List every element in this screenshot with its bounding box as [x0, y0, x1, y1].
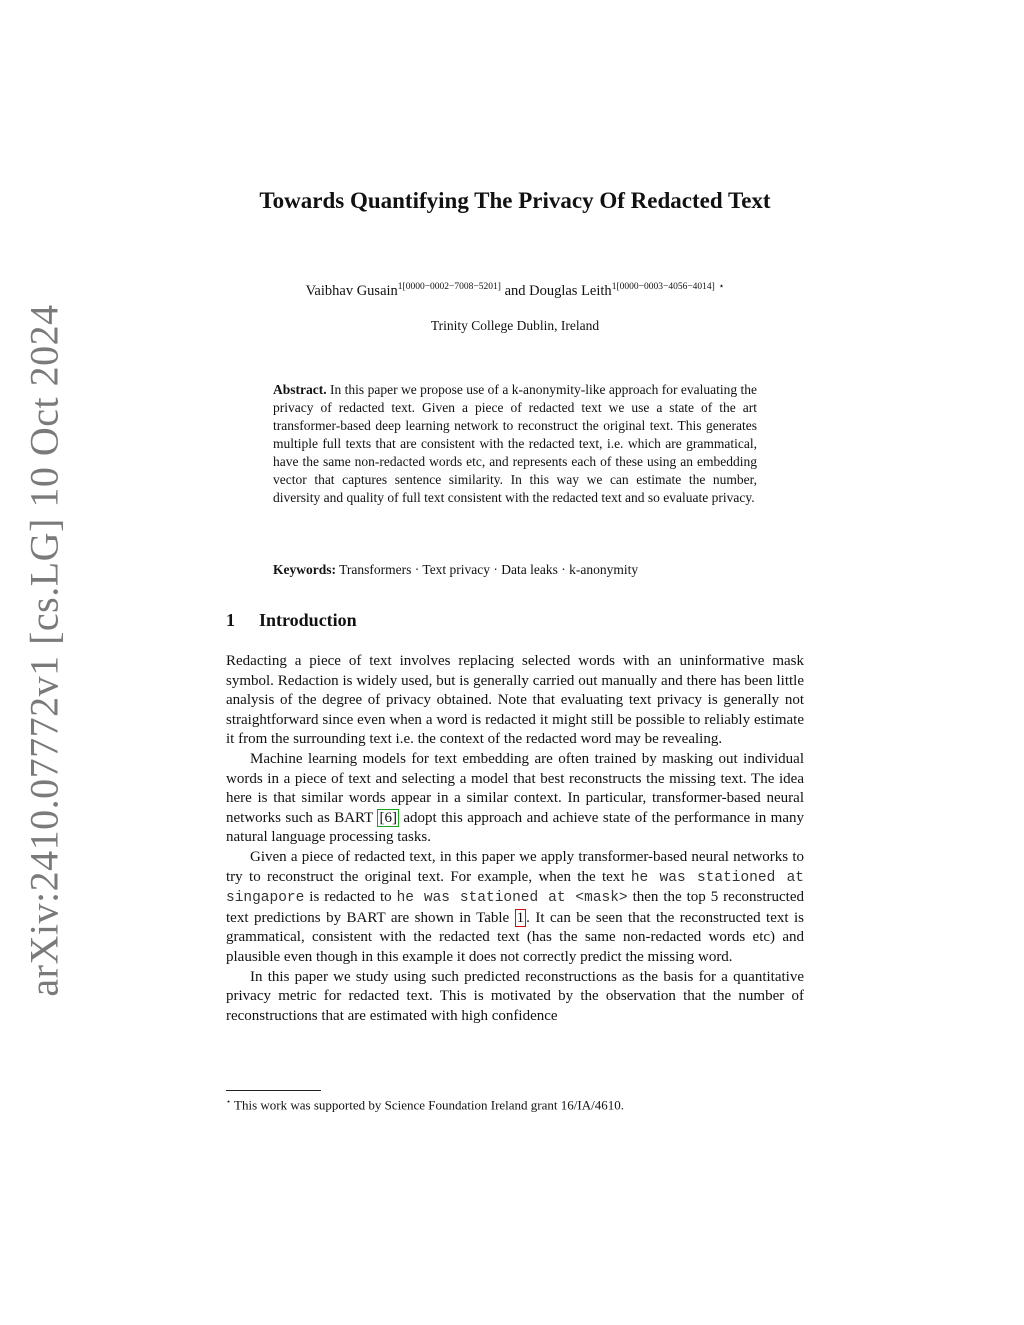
abstract-label: Abstract.: [273, 382, 327, 397]
arxiv-side-stamp: [21, 303, 67, 997]
keywords-label: Keywords:: [273, 562, 336, 577]
table-reference-link[interactable]: 1: [516, 909, 525, 926]
author-1-orcid: 1[0000−0002−7008−5201]: [397, 282, 501, 292]
affiliation: Trinity College Dublin, Ireland: [430, 318, 600, 333]
paper-title: Towards Quantifying The Privacy Of Redacted Text: [259, 188, 771, 213]
section-heading: [226, 610, 357, 631]
paragraph-3-text-a: Given a piece of redacted text, in this paper we apply transformer-based neural networks to try to reconstruct the original text. For example, when the text: [226, 848, 804, 885]
paragraph-3-text-d: . It can be seen that the reconstructed text is grammatical, consistent with the redacted text (has the same non-redacted words etc) and plausible even though in this example it does not correctly predict the missing word.: [226, 909, 804, 965]
author-list: [180, 281, 850, 300]
paragraph-3: [226, 848, 804, 968]
footnote-rule: [226, 1090, 321, 1091]
keywords-text: Transformers · Text privacy · Data leaks · k-anonymity: [339, 562, 639, 577]
footnote: [226, 1097, 804, 1113]
code-original-text: he was stationed at singapore: [226, 869, 804, 907]
paragraph-2-text-a: Machine learning models for text embedding are often trained by masking out individual words in a piece of text and selecting a model that best reconstructs the missing text. The idea here is that similar words appear in a similar context. In particular, transformer-based neural networks such as BART: [226, 750, 804, 826]
paragraph-3-text-b: is redacted to: [304, 889, 397, 906]
author-joiner: and: [504, 282, 526, 299]
footnote-mark: ⋆: [226, 1097, 232, 1106]
paragraph-3-text-c: then the top 5 reconstructed text predictions by BART are shown in Table: [226, 889, 804, 926]
paragraph-1: Redacting a piece of text involves replacing selected words with an uninformative mask symbol. Redaction is widely used, but is generally carried out manually and there has been little analysis of the degree of privacy obtained. Note that evaluating text privacy is generally not straightforward since even when a word is redacted it might still be possible to reliably estimate it from the surrounding text i.e. the context of the redacted word may be revealing.: [226, 653, 804, 748]
body-text: [226, 652, 804, 1026]
author-footnote-mark: ⋆: [718, 282, 725, 292]
paragraph-2-text-b: adopt this approach and achieve state of the performance in many natural language processing tasks.: [226, 809, 804, 846]
author-2-name: Douglas Leith: [529, 282, 612, 299]
abstract-text: In this paper we propose use of a k-anonymity-like approach for evaluating the privacy of redacted text. Given a piece of redacted text we use a state of the art transformer-based deep learning network to reconstruct the original text. This generates multiple full texts that are consistent with the redacted text, i.e. which are grammatical, have the same non-redacted words etc, and represents each of these using an embedding vector that captures sentence similarity. In this way we can estimate the number, diversity and quality of full text consistent with the redacted text and so evaluate privacy.: [273, 382, 757, 505]
section-number: 1: [226, 610, 235, 630]
arxiv-identifier: arXiv:2410.07772v1 [cs.LG] 10 Oct 2024: [21, 303, 67, 997]
code-redacted-text: he was stationed at <mask>: [396, 890, 628, 907]
paragraph-2: [226, 750, 804, 848]
author-1-name: Vaibhav Gusain: [305, 282, 398, 299]
footnote-text: This work was supported by Science Foundation Ireland grant 16/IA/4610.: [234, 1097, 624, 1113]
paragraph-4: In this paper we study using such predicted reconstructions as the basis for a quantitative privacy metric for redacted text. This is motivated by the observation that the number of reconstructions that are estimated with high confidence: [226, 968, 804, 1024]
keywords: [273, 561, 757, 579]
section-title: Introduction: [259, 610, 357, 630]
abstract: [273, 381, 757, 507]
author-2-orcid: 1[0000−0003−4056−4014]: [611, 282, 715, 292]
citation-link[interactable]: [6]: [379, 809, 397, 826]
